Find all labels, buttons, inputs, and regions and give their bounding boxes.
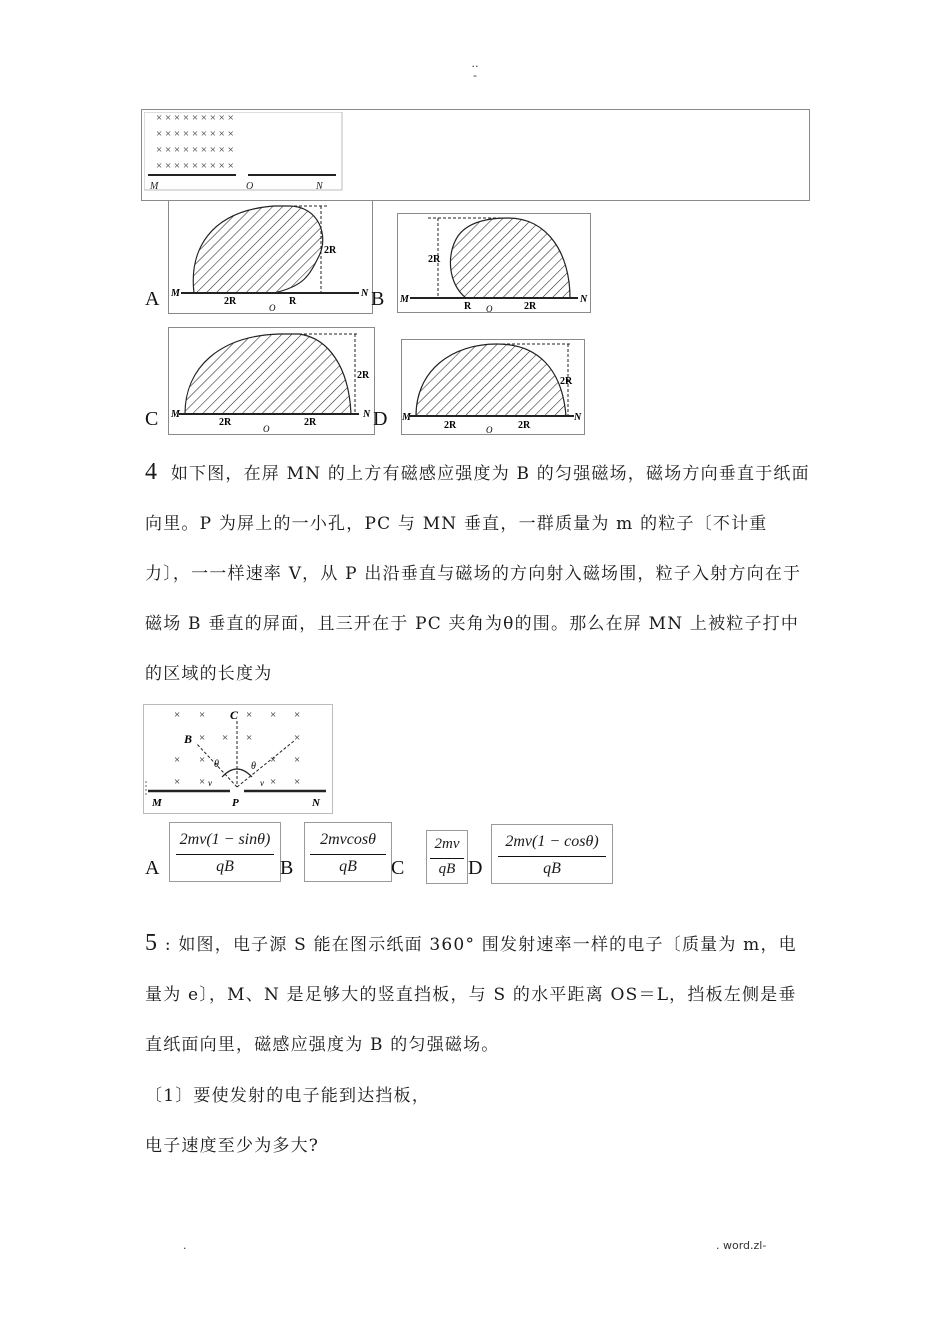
q4-option-b-denominator: qB (339, 858, 357, 875)
q4-option-d-numerator: 2mv(1 − cosθ) (505, 833, 599, 850)
question-5-sub-2: 电子速度至少为多大? (145, 1136, 320, 1156)
label-n-q4: N (312, 797, 320, 809)
label-o: O (246, 181, 254, 192)
q3-option-a-figure[interactable] (168, 200, 373, 314)
q4-option-c-label: C (391, 857, 405, 879)
field-diagram (144, 112, 344, 194)
q4-option-a-label: A (145, 857, 160, 879)
svg-text:×: × (294, 709, 301, 721)
q3-option-b-figure[interactable] (397, 213, 591, 313)
page-header (460, 58, 490, 82)
question-4-text: 如下图，在屏 MN 的上方有磁感应强度为 B 的匀强磁场，磁场方向垂直于纸面向里。P 为屏上的一小孔，PC 与 MN 垂直，一群质量为 m 的粒子〔不计重力〕，一一样速率 V，从 P 出沿垂直与磁场的方向射入磁场围，粒子入射方向在于磁场 B 垂直的屏面，且三开在于 PC 夹角为θ的围。那么在屏 MN 上被粒子打中的区域的长度为 (145, 464, 810, 684)
label-m: M (150, 181, 159, 192)
question-5 (145, 918, 810, 1070)
svg-text:×: × (199, 732, 206, 744)
question-5-sub-1: 〔1〕要使发射的电子能到达挡板， (145, 1086, 431, 1106)
label-n: N (316, 181, 323, 192)
q4-field-diagram (144, 705, 332, 813)
q4-option-a[interactable] (169, 822, 281, 882)
label-m-q4: M (152, 797, 162, 809)
svg-text:×: × (199, 754, 206, 766)
svg-text:×: × (174, 709, 181, 721)
dim-2r: 2R (324, 245, 337, 256)
svg-text:N: N (361, 288, 369, 299)
svg-text:×: × (174, 754, 181, 766)
q4-option-a-denominator: qB (216, 858, 234, 875)
question-4 (145, 447, 810, 699)
svg-text:O: O (263, 424, 270, 434)
q4-option-c[interactable] (426, 830, 468, 884)
svg-text:× × × × × × × × ×: × × × × × × × × × (156, 128, 234, 140)
option-a-diagram (169, 201, 372, 313)
svg-text:2R: 2R (357, 370, 370, 381)
svg-text:M: M (402, 412, 411, 423)
footer-right: . word.zl- (716, 1239, 767, 1252)
label-b: B (184, 732, 193, 746)
svg-text:R: R (464, 301, 472, 312)
option-b-diagram (398, 214, 590, 312)
q4-option-b-label: B (280, 857, 294, 879)
svg-text:2R: 2R (524, 301, 537, 312)
svg-text:×: × (246, 709, 253, 721)
svg-text:M: M (171, 288, 180, 299)
q3-option-d-figure[interactable] (401, 339, 585, 435)
option-d-diagram (402, 340, 584, 434)
q4-option-c-denominator: qB (438, 861, 456, 877)
q3-option-b-label: B (371, 288, 385, 310)
svg-text:2R: 2R (560, 376, 573, 387)
question-5-number: 5 (145, 930, 159, 956)
label-c: C (230, 708, 239, 722)
q4-option-b[interactable] (304, 822, 392, 882)
svg-text:2R: 2R (518, 420, 531, 431)
svg-text:N: N (363, 409, 371, 420)
q4-option-b-numerator: 2mvcosθ (320, 831, 376, 848)
q4-option-d-label: D (468, 857, 483, 879)
svg-text:O: O (486, 425, 493, 434)
svg-text:2R: 2R (428, 254, 441, 265)
svg-text:× × × × × × × × ×: × × × × × × × × × (156, 144, 234, 156)
svg-text:2R: 2R (219, 417, 232, 428)
header-line-1: .. (471, 57, 479, 70)
svg-text:× × × × × × × × ×: × × × × × × × × × (156, 160, 234, 172)
svg-text:O: O (486, 304, 493, 312)
svg-text:2R: 2R (444, 420, 457, 431)
svg-text:×: × (294, 754, 301, 766)
question-5-text: : 如图，电子源 S 能在图示纸面 360° 围发射速率一样的电子〔质量为 m，电量为 e〕，M、N 是足够大的竖直挡板，与 S 的水平距离 OS＝L，挡板左侧是垂直纸面向里，磁感应强度为 B 的匀强磁场。 (145, 935, 797, 1055)
q3-option-c-label: C (145, 408, 159, 430)
svg-text:×: × (294, 732, 301, 744)
svg-text:M: M (171, 409, 180, 420)
q4-option-a-numerator: 2mv(1 − sinθ) (179, 831, 271, 848)
svg-text:×: × (294, 776, 301, 788)
top-figure-frame (141, 109, 810, 201)
label-p: P (232, 797, 239, 809)
svg-text:R: R (289, 296, 297, 307)
svg-text:×: × (270, 754, 277, 766)
label-theta-1: θ (214, 759, 219, 770)
question-4-number: 4 (145, 459, 159, 485)
svg-text:×: × (246, 732, 253, 744)
svg-text:×: × (199, 709, 206, 721)
svg-text:×: × (199, 776, 206, 788)
q3-option-d-label: D (373, 408, 388, 430)
footer-left: . (183, 1239, 187, 1252)
svg-text:N: N (580, 294, 588, 305)
svg-text:M: M (400, 294, 409, 305)
svg-text:×: × (270, 776, 277, 788)
svg-text:N: N (574, 412, 582, 423)
svg-text:2R: 2R (304, 417, 317, 428)
svg-text:2R: 2R (224, 296, 237, 307)
q4-option-c-numerator: 2mv (434, 836, 460, 852)
svg-text:× × × × × × × × ×: × × × × × × × × × (156, 112, 234, 124)
label-v-1: v (208, 778, 212, 788)
q3-option-c-figure[interactable] (168, 327, 375, 435)
svg-text:O: O (269, 303, 276, 313)
q4-option-d-denominator: qB (543, 860, 561, 877)
q3-option-a-label: A (145, 288, 160, 310)
q4-figure (143, 704, 333, 814)
label-theta-2: θ (251, 761, 256, 772)
svg-text:×: × (270, 709, 277, 721)
option-c-diagram (169, 328, 374, 434)
q4-option-d[interactable] (491, 824, 613, 884)
label-v-2: v (260, 778, 264, 788)
svg-text:×: × (222, 732, 229, 744)
svg-text:×: × (174, 776, 181, 788)
header-line-2: - (473, 69, 477, 82)
